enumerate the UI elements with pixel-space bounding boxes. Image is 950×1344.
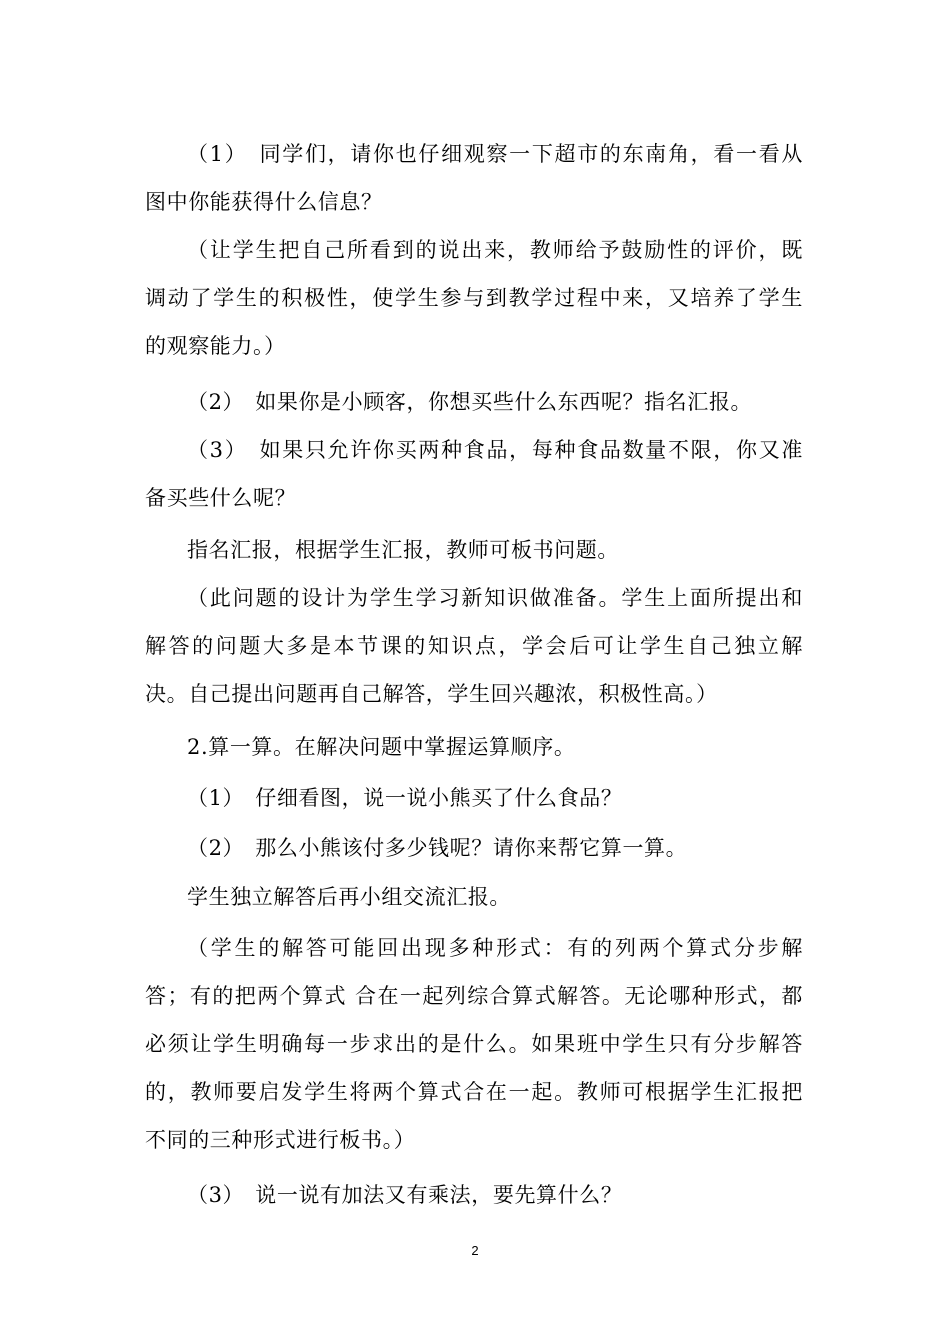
text-line: 不同的三种形式进行板书。） bbox=[145, 1128, 416, 1152]
text-line: （1） 仔细看图，说一说小熊买了什么食品？ bbox=[187, 786, 623, 810]
text-line: （1） 同学们，请你也仔细观察一下超市的东南角，看一看从 bbox=[187, 142, 803, 166]
text-line: 2.算一算。在解决问题中掌握运算顺序。 bbox=[187, 735, 576, 759]
text-line: （2） 如果你是小顾客，你想买些什么东西呢？指名汇报。 bbox=[187, 390, 753, 414]
text-line: 调动了学生的积极性，使学生参与到教学过程中来，又培养了学生 bbox=[145, 286, 803, 310]
text-line: 的，教师要启发学生将两个算式合在一起。教师可根据学生汇报把 bbox=[145, 1080, 803, 1104]
text-line: 学生独立解答后再小组交流汇报。 bbox=[187, 885, 511, 909]
text-line: （此问题的设计为学生学习新知识做准备。学生上面所提出和 bbox=[187, 586, 803, 610]
page-number: 2 bbox=[471, 1243, 479, 1258]
text-line: 图中你能获得什么信息？ bbox=[145, 190, 383, 214]
text-line: 的观察能力。） bbox=[145, 334, 286, 358]
text-line: 决。自己提出问题再自己解答，学生回兴趣浓，积极性高。） bbox=[145, 682, 718, 706]
text-line: （2） 那么小熊该付多少钱呢？请你来帮它算一算。 bbox=[187, 836, 688, 860]
text-line: （3） 如果只允许你买两种食品，每种食品数量不限，你又准 bbox=[187, 438, 803, 462]
text-line: 指名汇报，根据学生汇报，教师可板书问题。 bbox=[187, 538, 619, 562]
text-line: 必须让学生明确每一步求出的是什么。如果班中学生只有分步解答 bbox=[145, 1032, 803, 1056]
text-line: （让学生把自己所看到的说出来，教师给予鼓励性的评价，既 bbox=[187, 238, 803, 262]
text-line: 答；有的把两个算式 合在一起列综合算式解答。无论哪种形式，都 bbox=[145, 984, 803, 1008]
text-line: 解答的问题大多是本节课的知识点，学会后可让学生自己独立解 bbox=[145, 634, 803, 658]
text-line: （3） 说一说有加法又有乘法，要先算什么？ bbox=[187, 1183, 623, 1207]
text-line: 备买些什么呢？ bbox=[145, 486, 297, 510]
text-line: （学生的解答可能回出现多种形式：有的列两个算式分步解 bbox=[187, 936, 803, 960]
